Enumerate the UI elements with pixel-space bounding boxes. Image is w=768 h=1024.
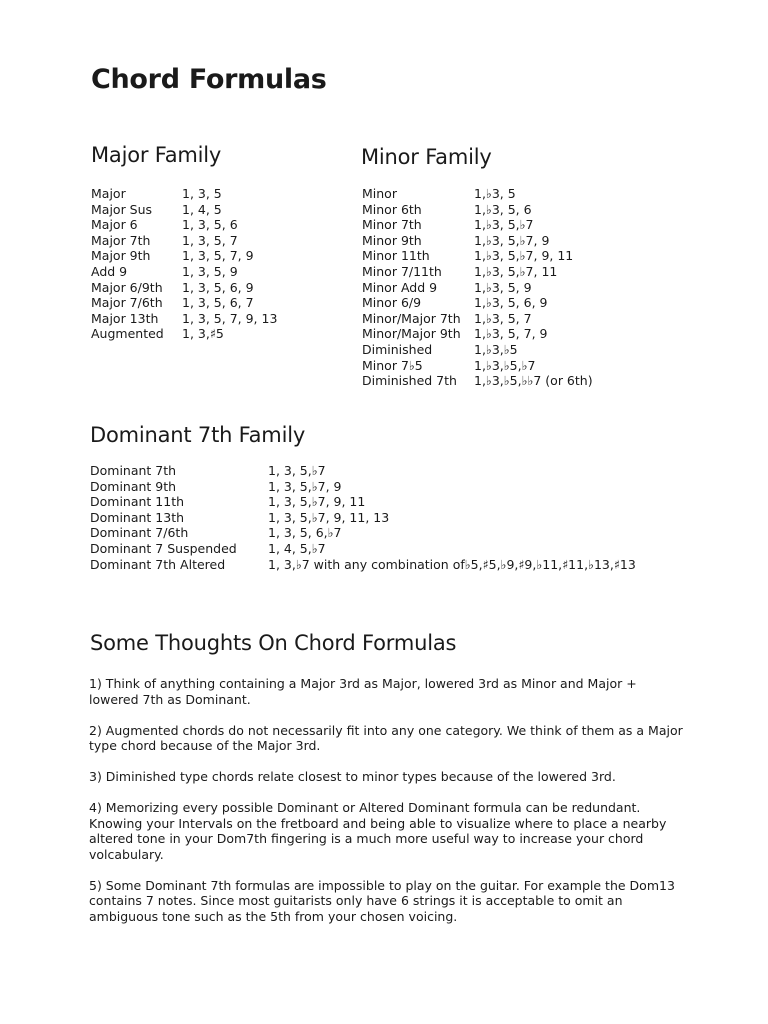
chord-formula: 1,♭3,♭5,♭♭7 (or 6th) — [474, 373, 593, 389]
chord-formula: 1, 3, 5, 6,♭7 — [268, 525, 342, 541]
chord-name: Minor 6th — [362, 201, 422, 217]
chord-formula: 1, 3, 5, 9 — [182, 263, 238, 279]
chord-row — [91, 326, 277, 342]
chord-row — [90, 494, 636, 510]
chord-formula: 1,♭3, 5, 7 — [474, 310, 532, 326]
page-title: Chord Formulas — [91, 64, 327, 95]
chord-row — [362, 373, 593, 389]
thoughts-heading: Some Thoughts On Chord Formulas — [90, 631, 457, 655]
chord-name: Minor Add 9 — [362, 279, 438, 295]
chord-row — [90, 463, 636, 479]
chord-formula: 1, 3, 5, 7, 9 — [182, 248, 254, 264]
chord-name: Minor 6/9 — [362, 295, 422, 311]
chord-row — [362, 326, 593, 342]
chord-formula: 1, 3, 5,♭7 — [268, 463, 326, 478]
major-family-table — [91, 186, 277, 342]
chord-row — [362, 217, 593, 233]
chord-name: Minor 7♭5 — [362, 357, 423, 373]
chord-row — [91, 233, 277, 249]
thoughts-list — [89, 676, 689, 940]
minor-family-table — [362, 186, 593, 389]
chord-row — [362, 248, 593, 264]
chord-name: Dominant 9th — [90, 478, 177, 494]
chord-row — [362, 202, 593, 218]
chord-formula: 1,♭3, 5,♭7 — [474, 217, 534, 233]
chord-name: Augmented — [91, 326, 164, 342]
chord-name: Dominant 11th — [90, 494, 185, 510]
chord-row — [91, 248, 277, 264]
chord-formula: 1,♭3,♭5,♭7 — [474, 357, 536, 373]
chord-name: Minor 7th — [362, 217, 422, 233]
thought-item: 1) Think of anything containing a Major 3rd as Major, lowered 3rd as Minor and Major + lowered 7th as Dominant. — [89, 676, 637, 707]
major-family-heading: Major Family — [91, 143, 222, 167]
chord-row — [362, 280, 593, 296]
chord-formula: 1, 3, 5, 6 — [182, 217, 238, 233]
chord-row — [91, 202, 277, 218]
chord-row — [91, 186, 277, 202]
chord-formula: 1,♭3, 5, 6, 9 — [474, 295, 548, 311]
chord-formula: 1, 3,♭7 with any combination of♭5,♯5,♭9,♯9,♭11,♯11,♭13,♯13 — [268, 556, 636, 572]
chord-row — [362, 342, 593, 358]
chord-row — [90, 541, 636, 557]
chord-formula: 1,♭3,♭5 — [474, 341, 518, 357]
chord-row — [90, 557, 636, 573]
chord-formula: 1,♭3, 5,♭7, 9, 11 — [474, 248, 574, 264]
chord-formula: 1, 3, 5,♭7, 9, 11 — [268, 494, 366, 510]
chord-name: Minor 11th — [362, 248, 430, 264]
chord-row — [91, 280, 277, 296]
chord-name: Add 9 — [91, 263, 128, 279]
thought-item: 4) Memorizing every possible Dominant or Altered Dominant formula can be redundant. Knowing your Intervals on the fretboard and being able to visualize where to place a nearby altered tone in your Dom7th fingering is a much more useful way to increase your chord volcabulary. — [89, 800, 667, 862]
chord-name: Minor/Major 9th — [362, 326, 461, 342]
chord-row — [91, 217, 277, 233]
chord-name: Dominant 7 Suspended — [90, 540, 237, 556]
chord-name: Minor/Major 7th — [362, 310, 461, 326]
chord-formula: 1, 4, 5,♭7 — [268, 540, 326, 556]
chord-formula: 1, 3, 5,♭7, 9 — [268, 478, 342, 494]
chord-formula: 1, 3, 5,♭7, 9, 11, 13 — [268, 509, 390, 525]
chord-name: Dominant 13th — [90, 509, 185, 525]
chord-formula: 1,♭3, 5, 9 — [474, 279, 532, 295]
chord-formula: 1,♭3, 5 — [474, 186, 516, 201]
chord-formula: 1, 3, 5 — [182, 186, 222, 201]
chord-row — [362, 358, 593, 374]
chord-row — [362, 264, 593, 280]
chord-formula: 1,♭3, 5,♭7, 11 — [474, 263, 558, 279]
chord-name: Major Sus — [91, 201, 153, 217]
thought-item: 3) Diminished type chords relate closest to minor types because of the lowered 3rd. — [89, 769, 616, 784]
chord-formula: 1,♭3, 5, 6 — [474, 201, 532, 217]
chord-name: Major 7th — [91, 232, 151, 248]
chord-name: Dominant 7th Altered — [90, 556, 226, 572]
chord-row — [91, 295, 277, 311]
chord-name: Major 6 — [91, 217, 138, 233]
chord-row — [91, 264, 277, 280]
dominant-family-heading: Dominant 7th Family — [90, 423, 306, 447]
chord-name: Diminished — [362, 341, 433, 357]
chord-row — [91, 311, 277, 327]
chord-name: Minor 9th — [362, 232, 422, 248]
chord-row — [90, 525, 636, 541]
chord-name: Dominant 7th — [90, 463, 177, 478]
chord-name: Major 13th — [91, 310, 159, 326]
chord-name: Minor 7/11th — [362, 263, 442, 279]
thought-item: 5) Some Dominant 7th formulas are impossible to play on the guitar. For example the Dom13 contains 7 notes. Since most guitarists only have 6 strings it is acceptable to omit an ambiguous tone such as the 5th from your chosen voicing. — [89, 877, 675, 924]
chord-name: Major 6/9th — [91, 279, 163, 295]
chord-name: Major 7/6th — [91, 295, 163, 311]
chord-name: Diminished 7th — [362, 373, 457, 389]
chord-row — [362, 233, 593, 249]
thought-item: 2) Augmented chords do not necessarily fit into any one category. We think of them as a Major type chord because of the Major 3rd. — [89, 722, 683, 753]
chord-formula: 1, 3,♯5 — [182, 326, 224, 342]
chord-formula: 1,♭3, 5,♭7, 9 — [474, 232, 550, 248]
chord-formula: 1,♭3, 5, 7, 9 — [474, 326, 548, 342]
dominant-family-table — [90, 463, 636, 572]
chord-formula: 1, 3, 5, 7 — [182, 232, 238, 248]
chord-row — [90, 510, 636, 526]
chord-row — [362, 311, 593, 327]
chord-row — [90, 479, 636, 495]
chord-name: Dominant 7/6th — [90, 525, 189, 541]
chord-formula: 1, 3, 5, 6, 7 — [182, 295, 254, 311]
chord-row — [362, 295, 593, 311]
chord-formula: 1, 3, 5, 6, 9 — [182, 279, 254, 295]
chord-name: Major — [91, 186, 126, 201]
chord-row — [362, 186, 593, 202]
chord-formula: 1, 4, 5 — [182, 201, 222, 217]
chord-formula: 1, 3, 5, 7, 9, 13 — [182, 310, 278, 326]
chord-name: Minor — [362, 186, 397, 201]
minor-family-heading: Minor Family — [361, 145, 492, 169]
chord-name: Major 9th — [91, 248, 151, 264]
